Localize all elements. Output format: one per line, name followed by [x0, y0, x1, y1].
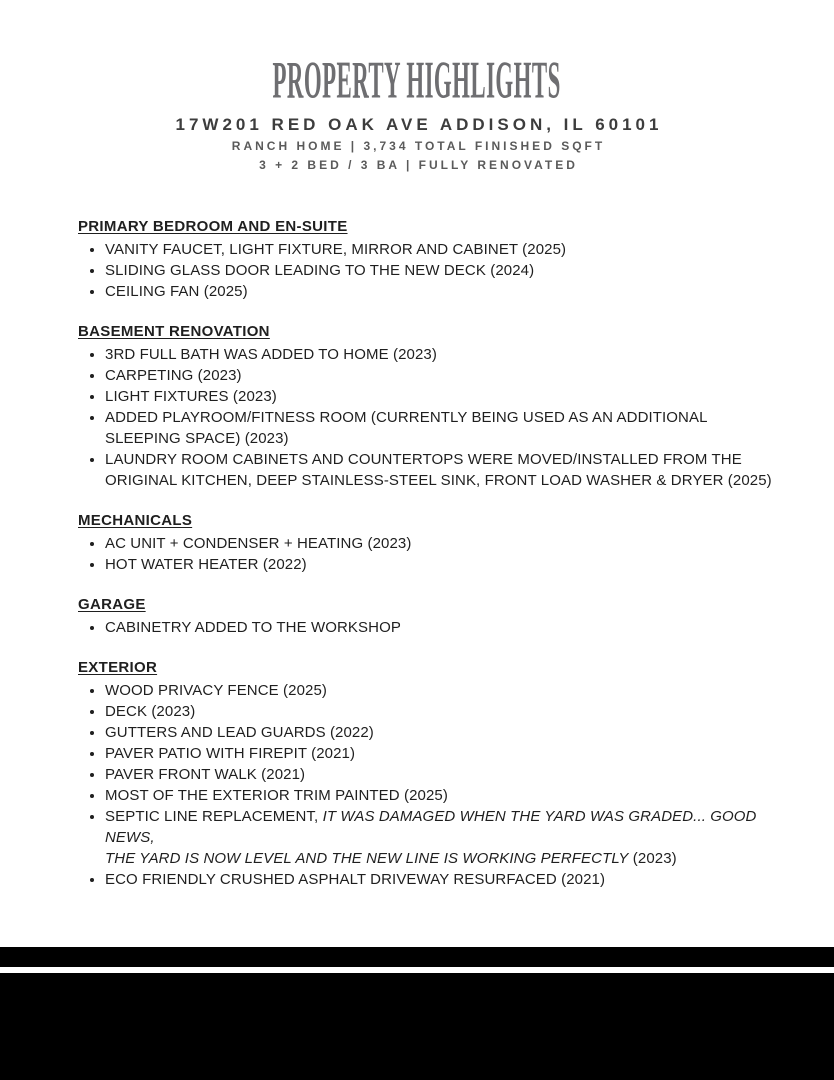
bullet-list [78, 239, 808, 302]
section-heading: EXTERIOR [78, 659, 158, 676]
item-text: PAVER PATIO WITH FIREPIT (2021) [105, 745, 356, 762]
item-text: WOOD PRIVACY FENCE (2025) [105, 682, 327, 699]
item-text: ECO FRIENDLY CRUSHED ASPHALT DRIVEWAY RESURFACED (2021) [105, 871, 606, 888]
list-item [105, 806, 808, 869]
item-text: PAVER FRONT WALK (2021) [105, 766, 306, 783]
item-text: GUTTERS AND LEAD GUARDS (2022) [105, 724, 374, 741]
footer-stripe [0, 947, 834, 967]
list-item [105, 407, 808, 449]
item-text: 3RD FULL BATH WAS ADDED TO HOME (2023) [105, 346, 437, 363]
item-text: AC UNIT + CONDENSER + HEATING (2023) [105, 535, 412, 552]
bullet-list [78, 680, 808, 890]
item-text: VANITY FAUCET, LIGHT FIXTURE, MIRROR AND CABINET (2025) [105, 241, 567, 258]
item-text: HOT WATER HEATER (2022) [105, 556, 307, 573]
list-item [105, 449, 808, 491]
section-heading: BASEMENT RENOVATION [78, 323, 270, 340]
section-heading: MECHANICALS [78, 512, 193, 529]
section-heading: GARAGE [78, 596, 146, 613]
item-text: SLEEPING SPACE) (2023) [105, 430, 289, 447]
item-text: DECK (2023) [105, 703, 196, 720]
bullet-list [78, 617, 808, 638]
bullet-list [78, 533, 808, 575]
property-specs-line1: RANCH HOME | 3,734 TOTAL FINISHED SQFT [231, 139, 606, 153]
item-text: MOST OF THE EXTERIOR TRIM PAINTED (2025) [105, 787, 448, 804]
item-text: CEILING FAN (2025) [105, 283, 248, 300]
header [0, 0, 834, 173]
list-item [105, 533, 808, 554]
item-text: LAUNDRY ROOM CABINETS AND COUNTERTOPS WERE MOVED/INSTALLED FROM THE [105, 451, 742, 468]
section [78, 216, 808, 302]
list-item [105, 722, 808, 743]
list-item [105, 869, 808, 890]
item-text: SLIDING GLASS DOOR LEADING TO THE NEW DECK (2024) [105, 262, 535, 279]
item-text: SEPTIC LINE REPLACEMENT, [105, 808, 323, 825]
section [78, 657, 808, 890]
bullet-list [78, 344, 808, 491]
list-item [105, 260, 808, 281]
property-address: 17W201 RED OAK AVE ADDISON, IL 60101 [175, 115, 663, 134]
page-title: PROPERTY HIGHLIGHTS [272, 51, 562, 110]
item-text-italic: THE YARD IS NOW LEVEL AND THE NEW LINE IS WORKING PERFECTLY [105, 850, 629, 867]
list-item [105, 554, 808, 575]
highlights-sections [78, 216, 808, 890]
list-item [105, 281, 808, 302]
item-text: CABINETRY ADDED TO THE WORKSHOP [105, 619, 401, 636]
list-item [105, 680, 808, 701]
list-item [105, 701, 808, 722]
list-item [105, 386, 808, 407]
list-item [105, 365, 808, 386]
item-text-italic: IT WAS DAMAGED WHEN THE YARD WAS GRADED... GOOD NEWS, [105, 808, 757, 846]
item-text: LIGHT FIXTURES (2023) [105, 388, 277, 405]
list-item [105, 239, 808, 260]
list-item [105, 344, 808, 365]
item-text: ORIGINAL KITCHEN, DEEP STAINLESS-STEEL SINK, FRONT LOAD WASHER & DRYER (2025) [105, 472, 772, 489]
list-item [105, 743, 808, 764]
property-specs-line2: 3 + 2 BED / 3 BA | FULLY RENOVATED [259, 158, 578, 172]
section-heading: PRIMARY BEDROOM AND EN-SUITE [78, 218, 348, 235]
list-item [105, 617, 808, 638]
footer-block [0, 973, 834, 1080]
section [78, 594, 808, 638]
title-row [0, 51, 834, 110]
section [78, 510, 808, 575]
list-item [105, 785, 808, 806]
section [78, 321, 808, 491]
item-text: CARPETING (2023) [105, 367, 242, 384]
list-item [105, 764, 808, 785]
item-text: ADDED PLAYROOM/FITNESS ROOM (CURRENTLY BEING USED AS AN ADDITIONAL [105, 409, 708, 426]
item-text: (2023) [628, 850, 677, 867]
